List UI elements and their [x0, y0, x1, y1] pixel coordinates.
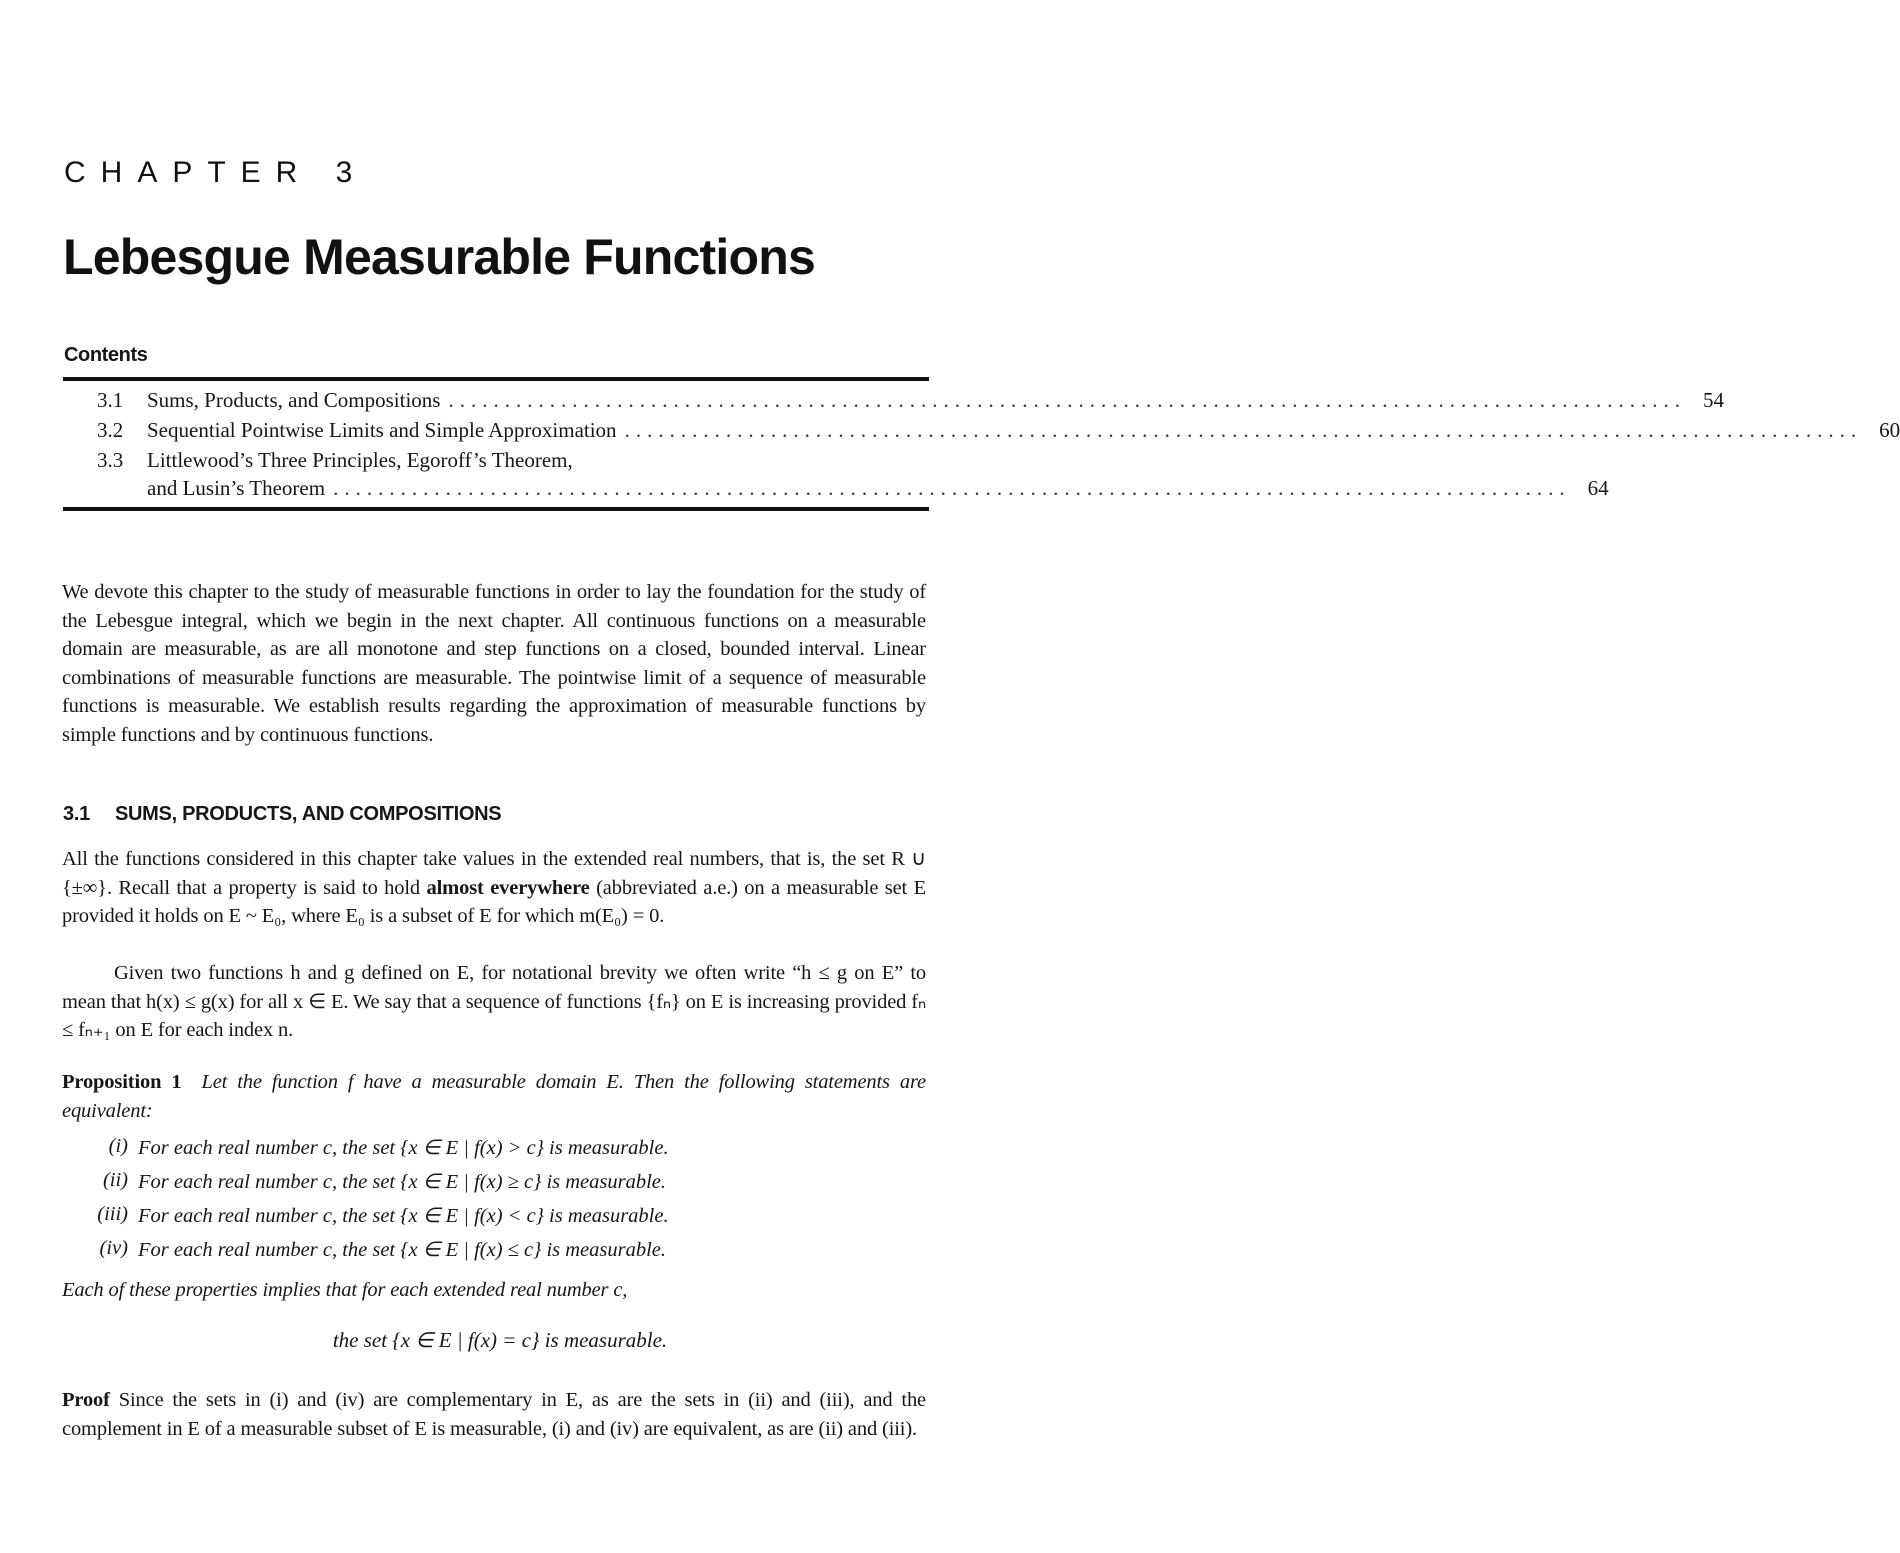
- toc-entry-3-2[interactable]: [63, 418, 1900, 448]
- toc-entry-title-line-1: Littlewood’s Three Principles, Egoroff’s Theorem,: [147, 448, 573, 472]
- toc-entry-number: 3.1: [97, 388, 124, 412]
- proof-label: Proof: [62, 1389, 110, 1411]
- body-paragraph-1: [62, 845, 926, 931]
- list-marker: (iii): [97, 1203, 128, 1225]
- section-title: SUMS, PRODUCTS, AND COMPOSITIONS: [115, 803, 502, 825]
- list-item: [62, 1237, 926, 1271]
- list-item: [62, 1203, 926, 1237]
- toc-entry-3-1[interactable]: [63, 388, 1724, 418]
- toc-entry-title-line-2: and Lusin’s Theorem: [147, 476, 326, 500]
- para1-text-start: All the functions considered in this chapter take values in the extended real numbers, that is, the set R ∪ {±∞}. Recall that a property is said to hold: [62, 848, 926, 899]
- list-item-text: For each real number c, the set {x ∈ E | f(x) ≥ c} is measurable.: [138, 1171, 667, 1193]
- para1-text-end: (abbreviated a.e.) on a measurable set E provided it holds on E ~ E₀, where E₀ is a subset of E for which m(E₀) = 0.: [62, 876, 926, 927]
- toc-entry-number: 3.2: [97, 418, 124, 442]
- toc-leader-dots: ..............................................................................................................: [448, 388, 1686, 412]
- section-heading: [63, 803, 501, 826]
- chapter-intro-paragraph: We devote this chapter to the study of measurable functions in order to lay the foundation for the study of the Lebesgue integral, which we begin in the next chapter. All continuous functions on a measurable domain are measurable, as are all monotone and step functions on a closed, bounded interval. Linear combinations of measurable functions are measurable. The pointwise limit of a sequence of measurable functions is measurable. We establish results regarding the approximation of measurable functions by simple functions and by continuous functions.: [62, 581, 926, 746]
- proposition-statement: Let the function f have a measurable domain E. Then the following statements are equivalent:: [62, 1071, 926, 1122]
- body-paragraph-2: Given two functions h and g defined on E, for notational brevity we often write “h ≤ g on E” to mean that h(x) ≤ g(x) for all x ∈ E. We say that a sequence of functions {fₙ} on E is increasing provided fₙ ≤ fₙ₊₁ on E for each index n.: [62, 962, 926, 1041]
- list-item: [62, 1135, 926, 1169]
- contents-heading: Contents: [64, 344, 148, 366]
- proposition-label: Proposition 1: [62, 1071, 182, 1093]
- toc-entry-title: Sequential Pointwise Limits and Simple Approximation: [147, 418, 617, 442]
- list-item-text: For each real number c, the set {x ∈ E | f(x) < c} is measurable.: [138, 1205, 669, 1227]
- list-marker: (iv): [99, 1237, 128, 1259]
- toc-top-rule: [63, 377, 929, 381]
- toc-bottom-rule: [63, 507, 929, 511]
- proposition-conclusion: Each of these properties implies that for each extended real number c,: [62, 1279, 628, 1301]
- proof-paragraph: [62, 1386, 926, 1443]
- chapter-title: Lebesgue Measurable Functions: [63, 229, 815, 285]
- toc-entry-page: 54: [1702, 388, 1724, 412]
- chapter-label: CHAPTER 3: [64, 156, 368, 189]
- list-marker: (ii): [102, 1169, 128, 1191]
- section-number: 3.1: [63, 803, 90, 825]
- list-item-text: For each real number c, the set {x ∈ E | f(x) ≤ c} is measurable.: [138, 1239, 667, 1261]
- toc-entry-page: 60: [1879, 418, 1900, 442]
- toc-entry-3-3[interactable]: [63, 448, 1609, 508]
- term-almost-everywhere: almost everywhere: [426, 876, 590, 899]
- proposition-conditions-list: [62, 1135, 926, 1271]
- table-of-contents: [63, 388, 1900, 508]
- list-item-text: For each real number c, the set {x ∈ E | f(x) > c} is measurable.: [138, 1137, 669, 1159]
- list-item: [62, 1169, 926, 1203]
- toc-leader-dots: ..............................................................................................................: [333, 476, 1571, 500]
- toc-entry-title: Sums, Products, and Compositions: [147, 388, 441, 412]
- display-equation: the set {x ∈ E | f(x) = c} is measurable.: [332, 1328, 668, 1352]
- list-marker: (i): [108, 1135, 128, 1157]
- toc-entry-number: 3.3: [97, 448, 124, 472]
- proof-text: Since the sets in (i) and (iv) are complementary in E, as are the sets in (ii) and (iii), and the complement in E of a measurable subset of E is measurable, (i) and (iv) are equivalent, as are (ii) and (iii).: [62, 1389, 926, 1440]
- toc-leader-dots: ..............................................................................................................: [624, 418, 1863, 442]
- toc-entry-page: 64: [1587, 476, 1609, 500]
- proposition-1: [62, 1068, 926, 1125]
